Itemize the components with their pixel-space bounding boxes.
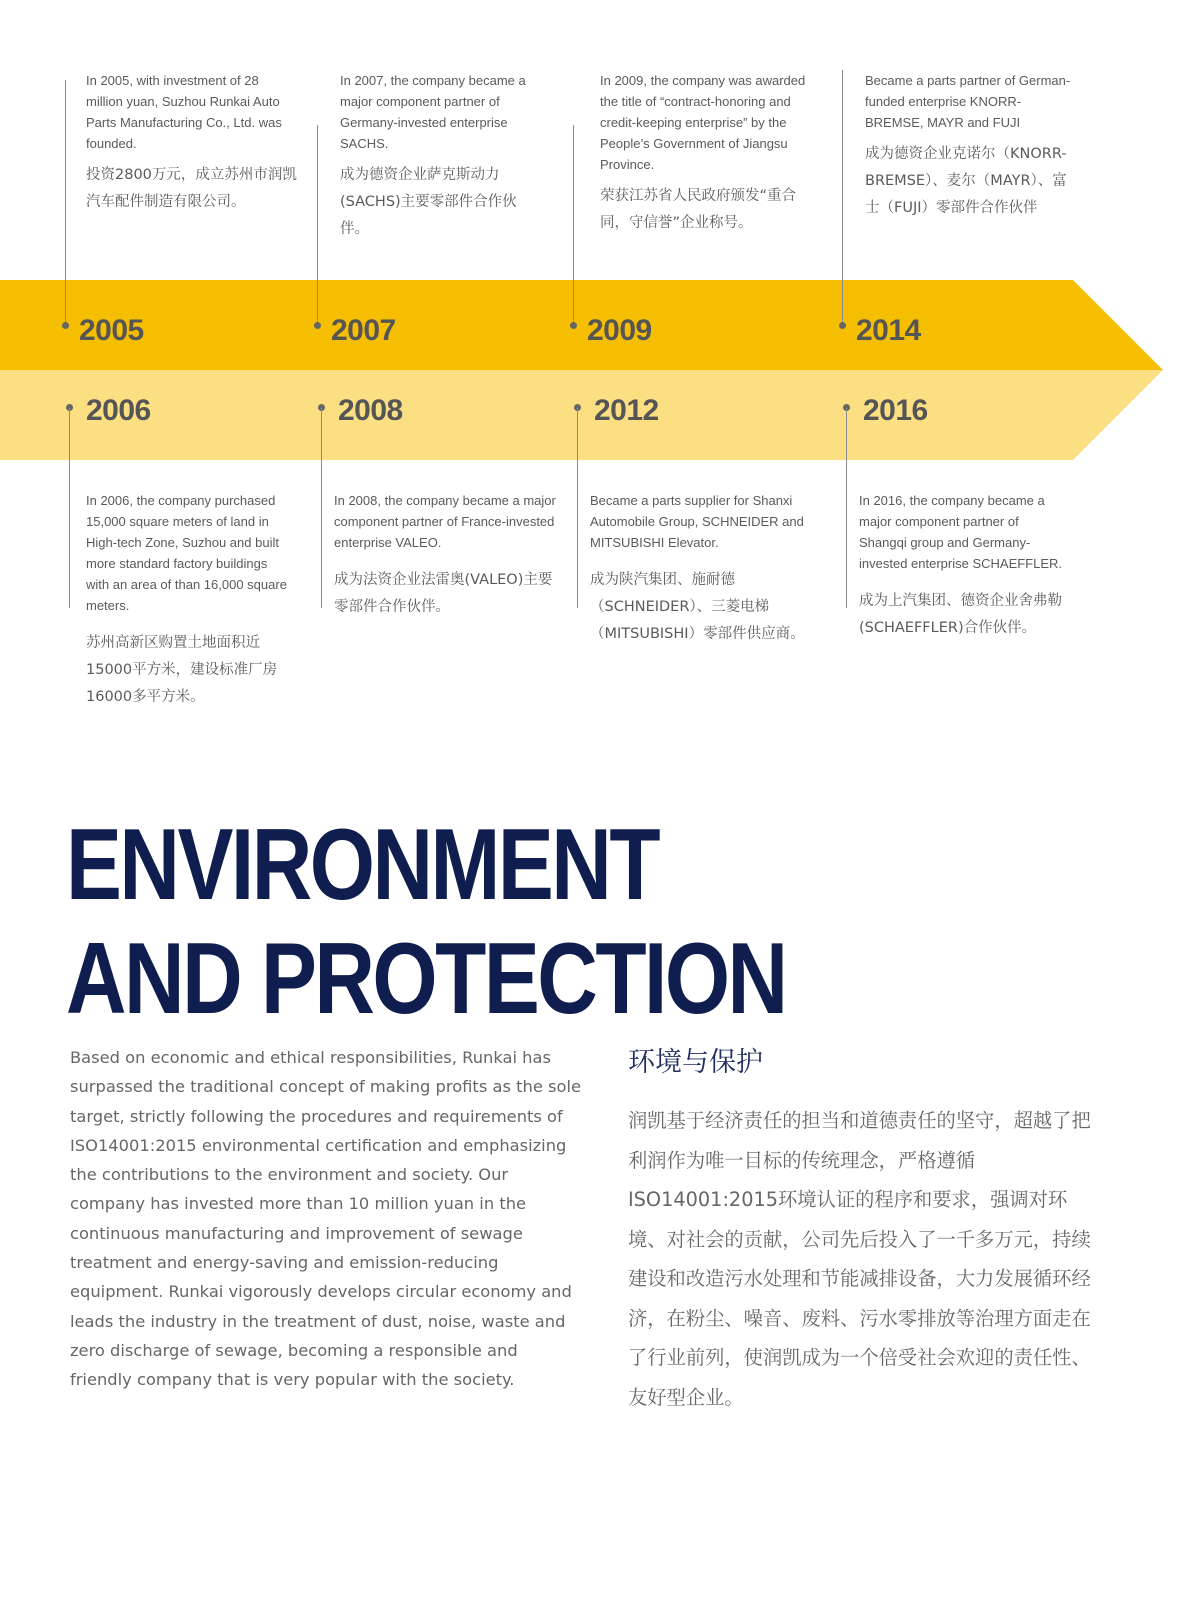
timeline-connector: [842, 70, 843, 325]
milestone-year: 2006: [86, 394, 151, 427]
timeline-connector: [65, 80, 66, 325]
timeline-dot: [570, 322, 577, 329]
section-title: [66, 808, 786, 1036]
milestone-en-text: In 2006, the company purchased 15,000 square meters of land in High-tech Zone, Suzhou and built more standard factory buildings with an area of than 16,000 square meters.: [86, 493, 287, 613]
milestone-2012: [590, 490, 818, 648]
band-bottom-shape: [0, 370, 1163, 460]
milestone-year: 2016: [863, 394, 928, 427]
milestone-year: 2005: [79, 314, 144, 347]
timeline-dot: [314, 322, 321, 329]
milestone-year: 2012: [594, 394, 659, 427]
milestone-2007: [340, 70, 540, 243]
timeline-connector: [846, 408, 847, 608]
milestone-en-text: In 2016, the company became a major component partner of Shangqi group and Germany-invested enterprise SCHAEFFLER.: [859, 493, 1063, 571]
milestone-zh-text: 投资2800万元，成立苏州市润凯汽车配件制造有限公司。: [86, 167, 297, 210]
milestone-2014: [865, 70, 1075, 222]
milestone-en-text: In 2008, the company became a major component partner of France-invested enterprise VALEO.: [334, 493, 556, 550]
milestone-zh-text: 荣获江苏省人民政府颁发“重合同，守信誉”企业称号。: [600, 188, 797, 231]
timeline-dot: [839, 322, 846, 329]
milestone-2009: [600, 70, 810, 237]
milestone-en-text: In 2007, the company became a major component partner of Germany-invested enterprise SACHS.: [340, 73, 526, 151]
timeline-connector: [317, 125, 318, 325]
milestone-en-text: Became a parts partner of German-funded enterprise KNORR-BREMSE, MAYR and FUJI: [865, 73, 1071, 130]
milestone-year: 2014: [856, 314, 921, 347]
timeline-connector: [321, 408, 322, 608]
milestone-year: 2008: [338, 394, 403, 427]
milestone-en-text: Became a parts supplier for Shanxi Automobile Group, SCHNEIDER and MITSUBISHI Elevator.: [590, 493, 804, 550]
timeline-connector: [573, 125, 574, 325]
milestone-year: 2009: [587, 314, 652, 347]
timeline-band-bottom: [0, 370, 1184, 460]
environment-en-paragraph: Based on economic and ethical responsibilities, Runkai has surpassed the traditional concept of making profits as the sole target, strictly following the procedures and requirements of ISO14001:2015 environmental certification and emphasizing the contributions to the environment and society. Our company has invested more than 10 million yuan in the continuous manufacturing and improvement of sewage treatment and energy-saving and emission-reducing equipment. Runkai vigorously develops circular economy and leads the industry in the treatment of dust, noise, waste and zero discharge of sewage, becoming a responsible and friendly company that is very popular with the society.: [70, 1048, 581, 1390]
timeline-connector: [69, 408, 70, 608]
milestone-2008: [334, 490, 559, 621]
milestone-2005: [86, 70, 298, 216]
timeline-dot: [62, 322, 69, 329]
environment-zh-paragraph: 润凯基于经济责任的担当和道德责任的坚守，超越了把利润作为唯一目标的传统理念，严格遵循ISO14001:2015环境认证的程序和要求，强调对环境、对社会的贡献，公司先后投入了一千多万元，持续建设和改造污水处理和节能减排设备，大力发展循环经济，在粉尘、噪音、废料、污水零排放等治理方面走在了行业前列，使润凯成为一个倍受社会欢迎的责任性、友好型企业。: [628, 1109, 1091, 1409]
band-top-shape: [0, 280, 1163, 370]
milestone-en-text: In 2009, the company was awarded the title of “contract-honoring and credit-keeping enterprise” by the People’s Government of Jiangsu Province.: [600, 73, 806, 172]
milestone-2006: [86, 490, 291, 711]
milestone-zh-text: 成为上汽集团、德资企业舍弗勒(SCHAEFFLER)合作伙伴。: [859, 593, 1062, 636]
milestone-zh-text: 成为法资企业法雷奥(VALEO)主要零部件合作伙伴。: [334, 572, 553, 615]
milestone-year: 2007: [331, 314, 396, 347]
environment-zh-title: 环境与保护: [628, 1047, 763, 1078]
section-title-line1: ENVIRONMENT: [66, 809, 659, 921]
milestone-2016: [859, 490, 1069, 642]
timeline-connector: [577, 408, 578, 608]
milestone-en-text: In 2005, with investment of 28 million yuan, Suzhou Runkai Auto Parts Manufacturing Co., Ltd. was founded.: [86, 73, 282, 151]
milestone-zh-text: 成为德资企业克诺尔（KNORR-BREMSE）、麦尔（MAYR）、富士（FUJI）零部件合作伙伴: [865, 146, 1067, 216]
milestone-zh-text: 苏州高新区购置土地面积近15000平方米，建设标准厂房16000多平方米。: [86, 635, 278, 705]
milestone-zh-text: 成为陕汽集团、施耐德（SCHNEIDER）、三菱电梯（MITSUBISHI）零部件供应商。: [590, 572, 805, 642]
section-title-line2: AND PROTECTION: [66, 923, 786, 1035]
milestone-zh-text: 成为德资企业萨克斯动力(SACHS)主要零部件合作伙伴。: [340, 167, 517, 237]
